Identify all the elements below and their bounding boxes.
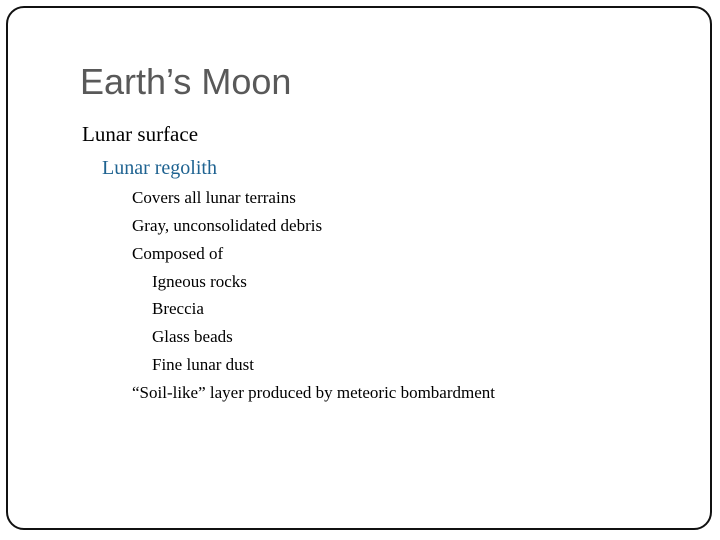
bullet-glass-beads	[150, 326, 233, 348]
bullet-breccia	[150, 298, 204, 320]
bullet-text: Glass beads	[152, 327, 233, 346]
bullet-text: Covers all lunar terrains	[132, 188, 296, 207]
bullet-lunar-surface	[80, 122, 198, 146]
bullet-text: Lunar surface	[82, 122, 199, 146]
bullet-covers-terrains	[130, 187, 296, 209]
bullet-text: Igneous rocks	[152, 272, 247, 291]
bullet-text: Fine lunar dust	[152, 355, 254, 374]
bullet-text: Breccia	[152, 299, 204, 318]
bullet-igneous-rocks	[150, 271, 247, 293]
bullet-composed-of	[130, 243, 223, 265]
bullet-text: Composed of	[132, 244, 224, 263]
bullet-text: Lunar regolith	[102, 157, 217, 179]
slide-title: Earth’s Moon	[80, 61, 292, 102]
bullet-text: Gray, unconsolidated debris	[132, 216, 323, 235]
bullet-fine-dust	[150, 354, 254, 376]
bullet-gray-debris	[130, 215, 322, 237]
bullet-soil-like-layer	[130, 382, 495, 404]
bullet-lunar-regolith	[100, 156, 217, 180]
bullet-text: “Soil-like” layer produced by meteoric bombardment	[132, 383, 496, 402]
